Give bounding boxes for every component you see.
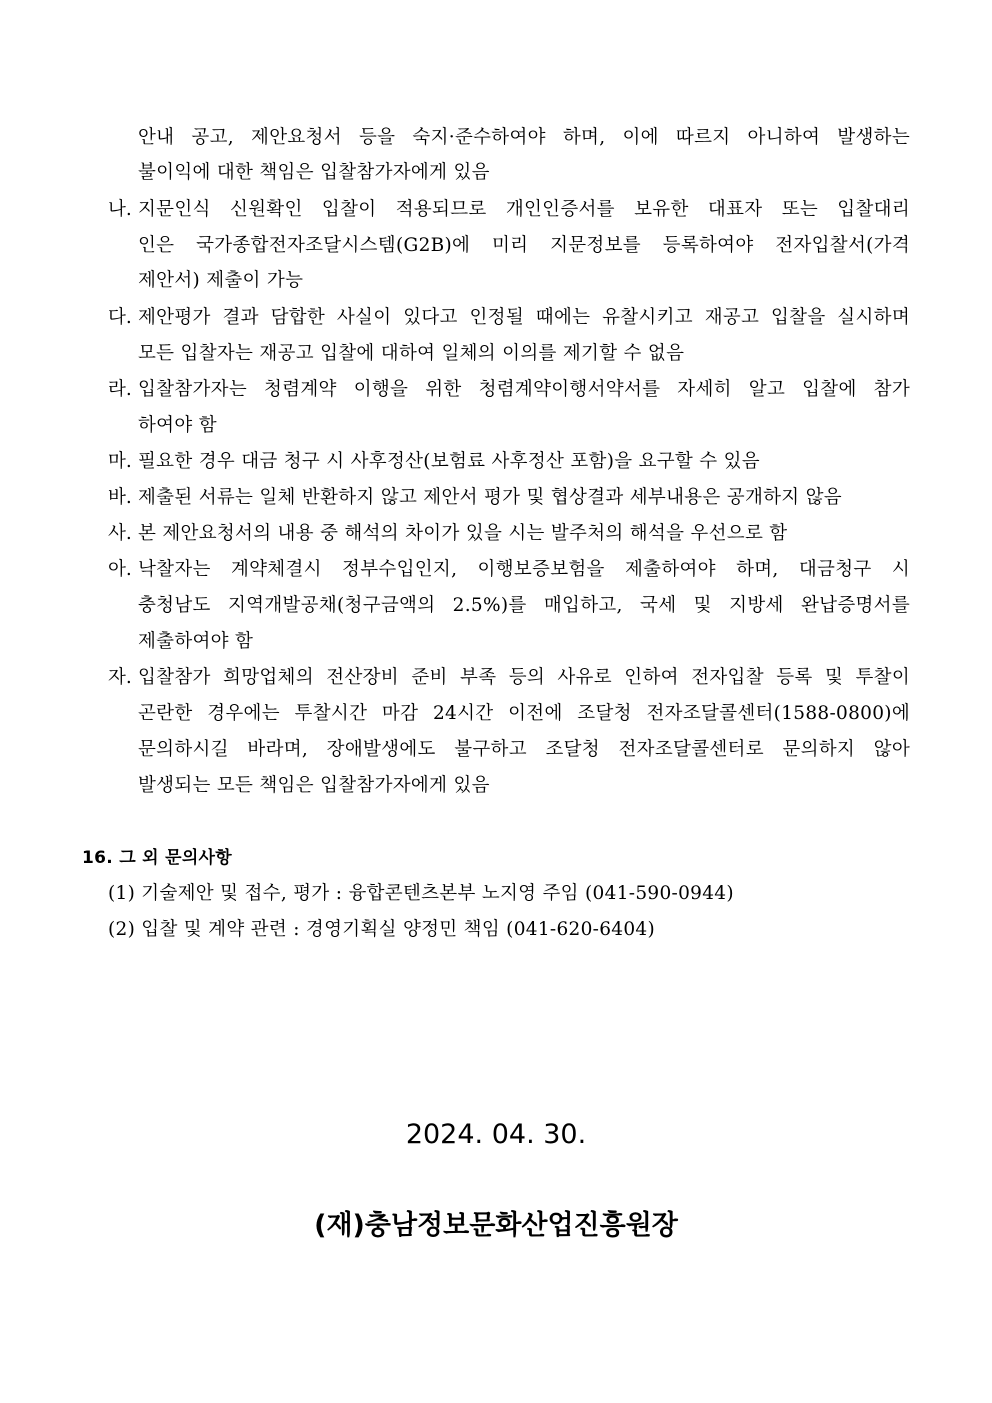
item-da-line-2: 모든 입찰자는 재공고 입찰에 대하여 일체의 이의를 제기할 수 없음 [138, 343, 685, 364]
section-16-title: 16. 그 외 문의사항 [82, 848, 233, 868]
item-a-line-3: 제출하여야 함 [138, 631, 254, 652]
item-label-sa: 사. [108, 523, 132, 544]
item-label-ra: 라. [108, 379, 132, 400]
item-na-line-1: 지문인식 신원확인 입찰이 적용되므로 개인인증서를 보유한 대표자 또는 입찰대리 [138, 199, 910, 220]
item-ra-line-2: 하여야 함 [138, 415, 217, 436]
item-ma-line-1: 필요한 경우 대금 청구 시 사후정산(보험료 사후정산 포함)을 요구할 수 있음 [138, 451, 760, 472]
item-ja-line-4: 발생되는 모든 책임은 입찰참가자에게 있음 [138, 775, 490, 796]
item-ra-line-1: 입찰참가자는 청렴계약 이행을 위한 청렴계약이행서약서를 자세히 알고 입찰에 참가 [138, 379, 910, 400]
item-a-line-2: 충청남도 지역개발공채(청구금액의 2.5%)를 매입하고, 국세 및 지방세 완납증명서를 [138, 595, 910, 616]
item-label-ja: 자. [108, 667, 132, 688]
item-ja-line-1: 입찰참가 희망업체의 전산장비 준비 부족 등의 사유로 인하여 전자입찰 등록 및 투찰이 [138, 667, 910, 688]
document-date: 2024. 04. 30. [405, 1119, 587, 1150]
item-na-line-3: 제안서) 제출이 가능 [138, 270, 304, 291]
item-continuation-line-2: 불이익에 대한 책임은 입찰참가자에게 있음 [138, 162, 490, 183]
item-label-da: 다. [108, 307, 132, 328]
contact-technical: (1) 기술제안 및 접수, 평가 : 융합콘텐츠본부 노지영 주임 (041-590-0944) [108, 883, 734, 904]
organization-name: (재)충남정보문화산업진흥원장 [314, 1210, 678, 1241]
item-continuation-line-1: 안내 공고, 제안요청서 등을 숙지·준수하여야 하며, 이에 따르지 아니하여 발생하는 [138, 127, 910, 148]
item-label-ma: 마. [108, 451, 132, 472]
item-ja-line-2: 곤란한 경우에는 투찰시간 마감 24시간 이전에 조달청 전자조달콜센터(1588-0800)에 [138, 703, 910, 724]
item-label-na: 나. [108, 199, 132, 220]
item-label-ba: 바. [108, 487, 132, 508]
item-ja-line-3: 문의하시길 바라며, 장애발생에도 불구하고 조달청 전자조달콜센터로 문의하지 않아 [138, 739, 910, 760]
item-label-a: 아. [108, 559, 132, 580]
item-na-line-2: 인은 국가종합전자조달시스템(G2B)에 미리 지문정보를 등록하여야 전자입찰서(가격 [138, 235, 910, 256]
item-sa-line-1: 본 제안요청서의 내용 중 해석의 차이가 있을 시는 발주처의 해석을 우선으로 함 [138, 523, 788, 544]
item-da-line-1: 제안평가 결과 담합한 사실이 있다고 인정될 때에는 유찰시키고 재공고 입찰을 실시하며 [138, 307, 910, 328]
item-a-line-1: 낙찰자는 계약체결시 정부수입인지, 이행보증보험을 제출하여야 하며, 대금청구 시 [138, 559, 910, 580]
item-ba-line-1: 제출된 서류는 일체 반환하지 않고 제안서 평가 및 협상결과 세부내용은 공개하지 않음 [138, 487, 842, 508]
contact-contract: (2) 입찰 및 계약 관련 : 경영기획실 양정민 책임 (041-620-6404) [108, 919, 656, 940]
